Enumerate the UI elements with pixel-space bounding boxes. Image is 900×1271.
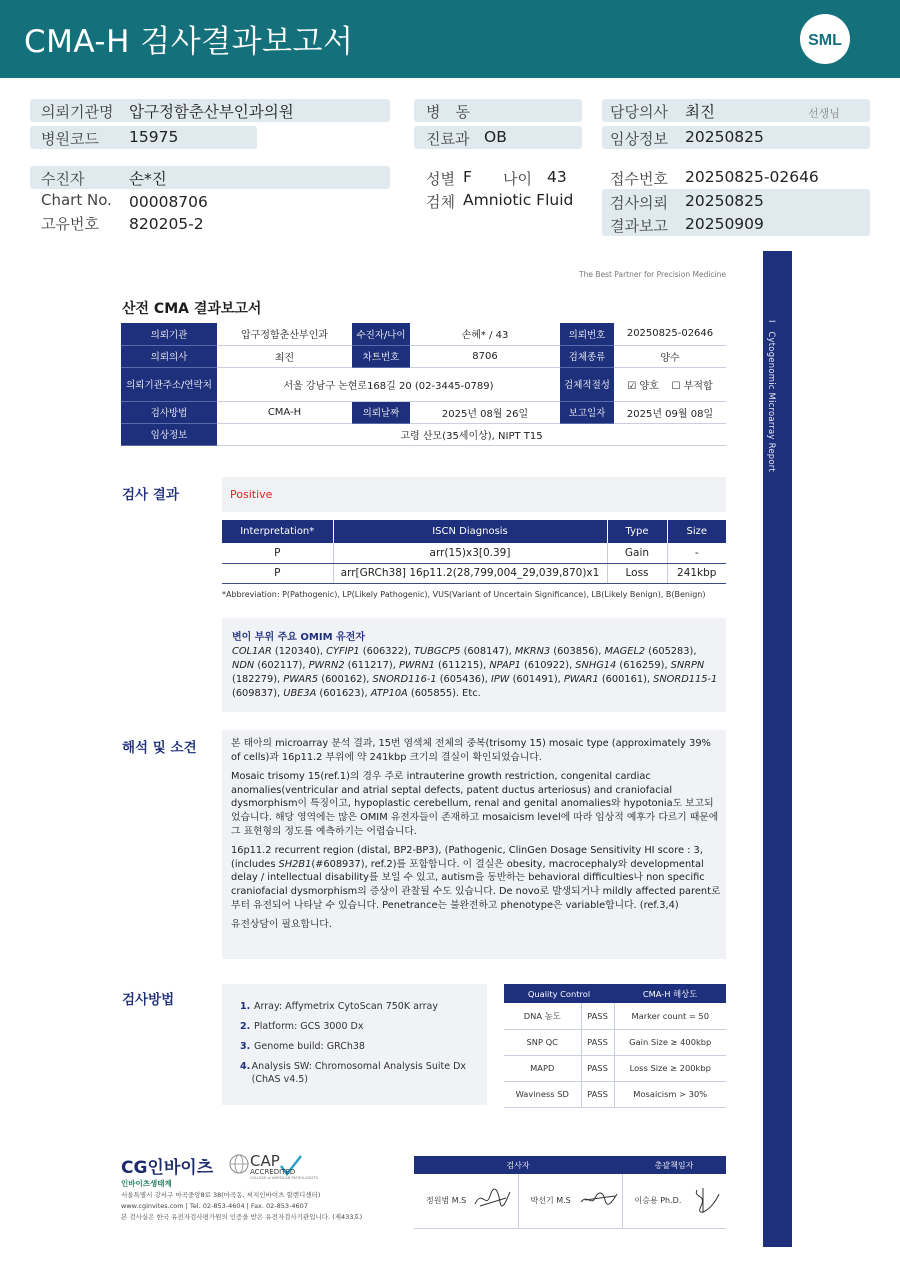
info-value: 최진	[217, 345, 352, 367]
abbreviation-note: *Abbreviation: P(Pathogenic), LP(Likely Pathogenic), VUS(Variant of Uncertain Significance), LB(Likely Benign), B(Benign)	[222, 590, 706, 599]
table-cell: Gain Size ≥ 400kbp	[614, 1029, 726, 1055]
interp-text: 16p11.2 recurrent region (distal, BP2-BP3), (Pathogenic, ClinGen Dosage Sensitivity HI score : 3, (includes	[231, 845, 703, 870]
omim-gene: MAGEL2 (605283),	[604, 646, 697, 657]
omim-gene: CYFIP1 (606322),	[326, 646, 415, 657]
table-header-row	[504, 984, 726, 1003]
cg-invites-logo	[121, 1153, 213, 1189]
interp-text: (#608937), ref.2)를 포함합니다. 이 결실은 obesity, macrocephaly와 developmental delay / intellectual disability를 보일 수 있고, autism을 동반하는 behavioral difficulties나 non specific craniofacial dysmorphism의 증상이 관찰될 수도 있습니다. De novo로 발생되거나 mildly affected parent로부터 유전되어 나타날 수 있습니다. Penetrance는 불완전하고 phenotype은 variable합니다. (ref.3,4)	[231, 858, 721, 911]
checked-box-icon: ☑	[627, 380, 637, 392]
signature-image	[579, 1184, 619, 1214]
iscn-table	[222, 520, 726, 584]
interpretation-text	[231, 737, 721, 938]
cap-accredited: ACCREDITED	[250, 1168, 296, 1176]
table-row	[222, 563, 726, 583]
omim-gene: PWRN1 (611215),	[398, 660, 490, 671]
table-cell: PASS	[581, 1029, 614, 1055]
table-cell: Loss Size ≥ 200kbp	[614, 1055, 726, 1081]
list-item: 4. Analysis SW: Chromosomal Analysis Suite Dx (ChAS v4.5)	[240, 1060, 480, 1086]
info-value: 2025년 09월 08일	[614, 401, 726, 423]
info-label: 차트번호	[352, 345, 410, 367]
column-header: Interpretation*	[222, 520, 333, 543]
list-item: 1. Array: Affymetrix CytoScan 750K array	[240, 1001, 438, 1012]
info-value: 2025년 08월 26일	[410, 401, 560, 423]
omim-gene: SNORD115-1 (609837),	[232, 674, 718, 699]
table-row	[414, 1174, 726, 1228]
side-band-text: I Cytogenomic Microarray Report	[766, 320, 776, 472]
list-item: 3. Genome build: GRCh38	[240, 1041, 365, 1052]
cap-title: CAP	[250, 1152, 280, 1170]
table-cell: -	[667, 543, 726, 563]
request-label: 검사의뢰	[610, 194, 668, 212]
specimen-value: Amniotic Fluid	[463, 191, 574, 209]
unique-no-value: 820205-2	[129, 215, 204, 233]
clinical-value: 20250825	[685, 128, 764, 146]
company-name: CG인바이츠	[121, 1158, 214, 1178]
info-value: 서울 강남구 논현로168길 20 (02-3445-0789)	[217, 367, 560, 401]
report-banner-title: CMA-H 검사결과보고서	[24, 24, 354, 60]
top-banner	[0, 0, 900, 78]
omim-gene: COL1AR (120340),	[232, 646, 327, 657]
doctor-value: 최진	[685, 103, 715, 121]
institution-value: 압구정함춘산부인과의원	[129, 103, 294, 121]
omim-gene: UBE3A (601623),	[283, 688, 371, 699]
specimen-fitness	[614, 367, 726, 401]
info-label: 보고일자	[560, 401, 614, 423]
column-header: Size	[667, 520, 726, 543]
info-value: 압구정함춘산부인과	[217, 323, 352, 345]
omim-etc: Etc.	[462, 688, 481, 699]
unchecked-box-icon: ☐	[671, 380, 681, 392]
omim-gene: MKRN3 (603856),	[514, 646, 605, 657]
table-row	[121, 423, 726, 445]
table-cell: DNA 농도	[504, 1003, 581, 1029]
doctor-label: 담당의사	[610, 103, 668, 121]
age-label: 나이	[503, 170, 532, 188]
specimen-label: 검체	[426, 193, 455, 211]
method-list	[240, 1000, 480, 1093]
signature-cell	[518, 1174, 622, 1228]
table-row	[504, 1081, 726, 1107]
request-value: 20250825	[685, 192, 764, 210]
receipt-label: 접수번호	[610, 170, 668, 188]
info-value: 고령 산모(35세이상), NIPT T15	[217, 423, 726, 445]
column-header: ISCN Diagnosis	[333, 520, 607, 543]
signature-image	[689, 1184, 723, 1216]
chart-no-label: Chart No.	[41, 191, 112, 209]
table-cell: PASS	[581, 1003, 614, 1029]
hospital-code-label: 병원코드	[41, 130, 99, 148]
info-label: 검사방법	[121, 401, 217, 423]
fit-ok-label: 양호	[639, 380, 659, 392]
column-header: CMA-H 해상도	[614, 984, 726, 1003]
omim-gene: PWAR5 (600162),	[283, 674, 373, 685]
result-section-title: 검사 결과	[122, 487, 179, 503]
signer-name: 이승용 Ph.D.	[634, 1196, 682, 1205]
table-cell: MAPD	[504, 1055, 581, 1081]
report-title: 산전 CMA 결과보고서	[122, 301, 262, 317]
list-item: 2. Platform: GCS 3000 Dx	[240, 1021, 364, 1032]
signer-name: 박선기 M.S	[530, 1196, 571, 1205]
method-section-title: 검사방법	[122, 992, 175, 1008]
info-label: 임상정보	[121, 423, 217, 445]
method-text: Genome build: GRCh38	[254, 1041, 365, 1052]
table-header-row	[414, 1156, 726, 1174]
interp-gene: SH2B1	[278, 858, 312, 870]
sml-logo	[799, 13, 851, 65]
method-text: Platform: GCS 3000 Dx	[254, 1021, 364, 1032]
table-cell: Loss	[607, 563, 667, 583]
ward-label: 병 동	[426, 103, 470, 121]
chart-no-value: 00008706	[129, 193, 208, 211]
info-value: 20250825-02646	[614, 323, 726, 345]
result-value: 20250909	[685, 215, 764, 233]
sex-label: 성별	[426, 170, 455, 188]
table-row	[504, 1055, 726, 1081]
omim-gene: SNHG14 (616259),	[575, 660, 671, 671]
signature-cell	[622, 1174, 726, 1228]
omim-gene: SNORD116-1 (605436),	[372, 674, 491, 685]
table-row	[504, 1029, 726, 1055]
table-cell: PASS	[581, 1081, 614, 1107]
table-cell: Waviness SD	[504, 1081, 581, 1107]
table-cell: Marker count = 50	[614, 1003, 726, 1029]
table-cell: P	[222, 563, 333, 583]
sex-value: F	[463, 168, 472, 186]
info-label: 의뢰번호	[560, 323, 614, 345]
info-value: 손혜* / 43	[410, 323, 560, 345]
info-label: 의뢰기관주소/연락처	[121, 367, 217, 401]
doctor-suffix: 선생님	[808, 107, 840, 120]
info-value: 8706	[410, 345, 560, 367]
table-row	[504, 1003, 726, 1029]
hospital-code-value: 15975	[129, 128, 179, 146]
table-row	[121, 367, 726, 401]
certification-line: 본 검사실은 한국 유전자검사평가원의 인증을 받은 유전자검사기관입니다. (제433호)	[121, 1213, 363, 1221]
interp-paragraph	[231, 844, 721, 912]
table-row	[121, 345, 726, 367]
patient-value: 손*진	[129, 170, 167, 188]
omim-gene: PWAR1 (600161),	[563, 674, 654, 685]
info-label: 수진자/나이	[352, 323, 410, 345]
fit-bad-label: 부적합	[683, 380, 713, 392]
result-label: 결과보고	[610, 217, 668, 235]
dept-value: OB	[484, 128, 507, 146]
interp-paragraph: 유전상담이 필요합니다.	[231, 919, 332, 931]
table-row	[121, 323, 726, 345]
table-cell: P	[222, 543, 333, 563]
column-header: 총괄책임자	[622, 1156, 726, 1174]
interpretation-section-title: 해석 및 소견	[122, 740, 197, 756]
interp-paragraph: 본 태아의 microarray 분석 결과, 15번 염색체 전체의 중복(trisomy 15) mosaic type (approximately 39% of cells)과 16p11.2 부위에 약 241kbp 크기의 결실이 확인되었습니다.	[231, 738, 711, 763]
receipt-value: 20250825-02646	[685, 168, 819, 186]
column-header: 검사자	[414, 1156, 622, 1174]
omim-gene: IPW (601491),	[491, 674, 564, 685]
sml-logo-text: SML	[808, 32, 842, 49]
info-label: 검체적절성	[560, 367, 614, 401]
table-cell: SNP QC	[504, 1029, 581, 1055]
info-label: 의뢰기관	[121, 323, 217, 345]
age-value: 43	[547, 168, 567, 186]
column-header: Quality Control	[504, 984, 614, 1003]
dept-label: 진료과	[426, 130, 470, 148]
signer-name: 정원범 M.S	[426, 1196, 467, 1205]
institution-label: 의뢰기관명	[41, 103, 114, 121]
omim-gene: SNRPN (182279),	[232, 660, 705, 685]
table-cell: Mosaicism > 30%	[614, 1081, 726, 1107]
table-header-row	[222, 520, 726, 543]
cap-small-text: COLLEGE of AMERICAN PATHOLOGISTS	[250, 1176, 318, 1180]
patient-label: 수진자	[41, 170, 85, 188]
result-status: Positive	[230, 488, 273, 501]
result-status-box	[222, 477, 726, 512]
report-tagline: The Best Partner for Precision Medicine	[578, 270, 726, 279]
omim-gene: TUBGCP5 (608147),	[414, 646, 515, 657]
info-value: CMA-H	[217, 401, 352, 423]
request-info-table	[121, 323, 726, 446]
omim-gene: ATP10A (605855).	[370, 688, 463, 699]
signature-image	[472, 1184, 512, 1214]
column-header: Type	[607, 520, 667, 543]
table-cell: PASS	[581, 1055, 614, 1081]
unique-no-label: 고유번호	[41, 215, 99, 233]
table-cell: arr(15)x3[0.39]	[333, 543, 607, 563]
signature-table	[414, 1156, 726, 1229]
interp-paragraph: Mosaic trisomy 15(ref.1)의 경우 주로 intrauterine growth restriction, congenital cardiac anomalies(ventricular and atrial septal defects, patent ductus arteriosus) and craniofacial dysmorphism이 특징이고, hypoplastic cerebellum, renal and genital anomalies와 hypotonia도 보고되었습니다. 해당 영역에는 많은 OMIM 유전자들이 존재하고 mosaicism level에 따라 임상적 예후가 다르기 때문에 그 표현형의 정도를 예측하기는 어렵습니다.	[231, 771, 719, 837]
company-subtitle: 인바이츠생태계	[121, 1179, 172, 1188]
signature-cell	[414, 1174, 518, 1228]
method-text: Analysis SW: Chromosomal Analysis Suite Dx (ChAS v4.5)	[251, 1061, 467, 1085]
table-cell: 241kbp	[667, 563, 726, 583]
omim-gene: PWRN2 (611217),	[308, 660, 399, 671]
omim-gene: NDN (602117),	[232, 660, 309, 671]
contact-line: www.cginvites.com | Tel. 02-853-4604 | Fax. 02-853-4607	[121, 1202, 308, 1210]
table-row	[222, 543, 726, 563]
info-value: 양수	[614, 345, 726, 367]
info-label: 의뢰의사	[121, 345, 217, 367]
method-text: Array: Affymetrix CytoScan 750K array	[254, 1001, 438, 1012]
table-cell: arr[GRCh38] 16p11.2(28,799,004_29,039,870)x1	[333, 563, 607, 583]
qc-table	[504, 984, 726, 1108]
info-label: 의뢰날짜	[352, 401, 410, 423]
omim-gene: NPAP1 (610922),	[489, 660, 576, 671]
company-address	[121, 1190, 362, 1223]
omim-title: 변이 부위 주요 OMIM 유전자	[232, 632, 365, 643]
omim-gene-list	[232, 645, 718, 701]
address-line: 서울특별시 강서구 마곡중앙8로 38(마곡동, 씨지인바이츠 할렌디센터)	[121, 1191, 321, 1199]
info-label: 검체종류	[560, 345, 614, 367]
table-row	[121, 401, 726, 423]
table-cell: Gain	[607, 543, 667, 563]
clinical-label: 임상정보	[610, 130, 668, 148]
